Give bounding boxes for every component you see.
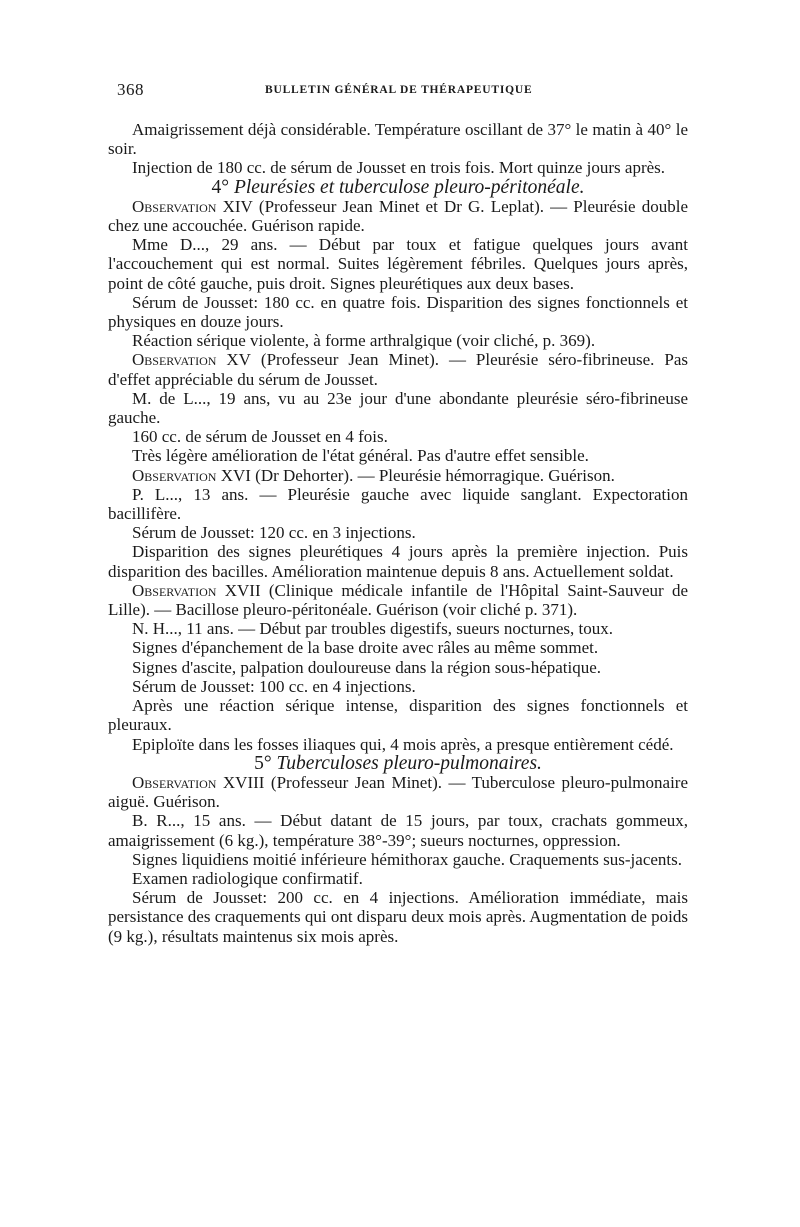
- section-title: Pleurésies et tuberculose pleuro-péritonéale.: [233, 176, 585, 198]
- page-header: [117, 80, 687, 102]
- paragraph: N. H..., 11 ans. — Début par troubles digestifs, sueurs nocturnes, toux.: [132, 619, 613, 639]
- observation-paragraph: [108, 350, 688, 388]
- paragraph: Amaigrissement déjà considérable. Température oscillant de 37° le matin à 40° le soir.: [108, 120, 688, 159]
- paragraph: Très légère amélioration de l'état général. Pas d'autre effet sensible.: [132, 446, 589, 466]
- paragraph: Sérum de Jousset: 120 cc. en 3 injections.: [132, 523, 416, 543]
- paragraph: Signes liquidiens moitié inférieure hémithorax gauche. Craquements sus-jacents.: [132, 849, 682, 869]
- running-title: BULLETIN GÉNÉRAL DE THÉRAPEUTIQUE: [265, 84, 533, 96]
- page-number: 368: [117, 80, 144, 99]
- observation-paragraph: [108, 197, 688, 235]
- section-heading: [108, 754, 688, 773]
- observation-text: (Professeur Jean Minet). — Tuberculose pleuro-pulmonaire aiguë. Guérison.: [108, 772, 688, 812]
- section-number: 4°: [211, 176, 230, 198]
- paragraph: Disparition des signes pleurétiques 4 jours après la première injection. Puis disparition des bacilles. Amélioration maintenue depuis 8 ans. Actuellement soldat.: [108, 542, 688, 581]
- paragraph: Mme D..., 29 ans. — Début par toux et fatigue quelques jours avant l'accouchement qui est normal. Suites légèrement fébriles. Quelques jours après, point de côté gauche, puis droit. Signes pleurétiques aux deux bases.: [108, 235, 688, 293]
- observation-text: (Professeur Jean Minet et Dr G. Leplat). — Pleurésie double chez une accouchée. Guérison rapide.: [108, 196, 689, 236]
- observation-text: (Dr Dehorter). — Pleurésie hémorragique. Guérison.: [250, 465, 615, 485]
- observation-paragraph: [108, 581, 688, 619]
- paragraph: 160 cc. de sérum de Jousset en 4 fois.: [132, 427, 388, 447]
- paragraph: Sérum de Jousset: 100 cc. en 4 injections.: [132, 676, 416, 696]
- observation-paragraph: [108, 773, 688, 811]
- section-heading: [108, 178, 688, 197]
- section-title: Tuberculoses pleuro-pulmonaires.: [276, 752, 542, 774]
- paragraph: P. L..., 13 ans. — Pleurésie gauche avec liquide sanglant. Expectoration bacillifère.: [108, 484, 688, 524]
- paragraph: M. de L..., 19 ans, vu au 23e jour d'une abondante pleurésie séro-fibrineuse gauche.: [108, 388, 688, 428]
- observation-text: (Professeur Jean Minet). — Pleurésie séro-fibrineuse. Pas d'effet appréciable du sérum de Jousset.: [108, 350, 688, 389]
- paragraph: Signes d'épanchement de la base droite avec râles au même sommet.: [132, 638, 599, 658]
- paragraph: B. R..., 15 ans. — Début datant de 15 jours, par toux, crachats gommeux, amaigrissement (6 kg.), température 38°-39°; sueurs nocturnes, oppression.: [108, 811, 688, 850]
- observation-label: Observation XV: [132, 350, 251, 370]
- paragraph: Signes d'ascite, palpation douloureuse dans la région sous-hépatique.: [132, 657, 602, 677]
- paragraph: Sérum de Jousset: 200 cc. en 4 injections. Amélioration immédiate, mais persistance des craquements qui ont disparu deux mois après. Augmentation de poids (9 kg.), résultats maintenus six mois après.: [108, 888, 688, 946]
- observation-label: Observation XVI: [132, 465, 251, 485]
- observation-paragraph: [108, 466, 688, 485]
- observation-label: Observation XVII: [132, 580, 261, 600]
- paragraph: Epiploïte dans les fosses iliaques qui, 4 mois après, a presque entièrement cédé.: [132, 734, 674, 754]
- observation-label: Observation XIV: [132, 196, 253, 216]
- body-text: [108, 120, 688, 946]
- observation-text: (Clinique médicale infantile de l'Hôpital Saint-Sauveur de Lille). — Bacillose pleuro-péritonéale. Guérison (voir cliché p. 371).: [108, 580, 688, 620]
- paragraph: Sérum de Jousset: 180 cc. en quatre fois. Disparition des signes fonctionnels et physiques en douze jours.: [108, 292, 688, 332]
- paragraph: Examen radiologique confirmatif.: [132, 868, 363, 888]
- observation-label: Observation XVIII: [132, 772, 265, 792]
- paragraph: Réaction sérique violente, à forme arthralgique (voir cliché, p. 369).: [132, 331, 596, 351]
- paragraph: Après une réaction sérique intense, disparition des signes fonctionnels et pleuraux.: [108, 696, 688, 735]
- paragraph: Injection de 180 cc. de sérum de Jousset en trois fois. Mort quinze jours après.: [132, 158, 666, 178]
- section-number: 5°: [254, 752, 272, 774]
